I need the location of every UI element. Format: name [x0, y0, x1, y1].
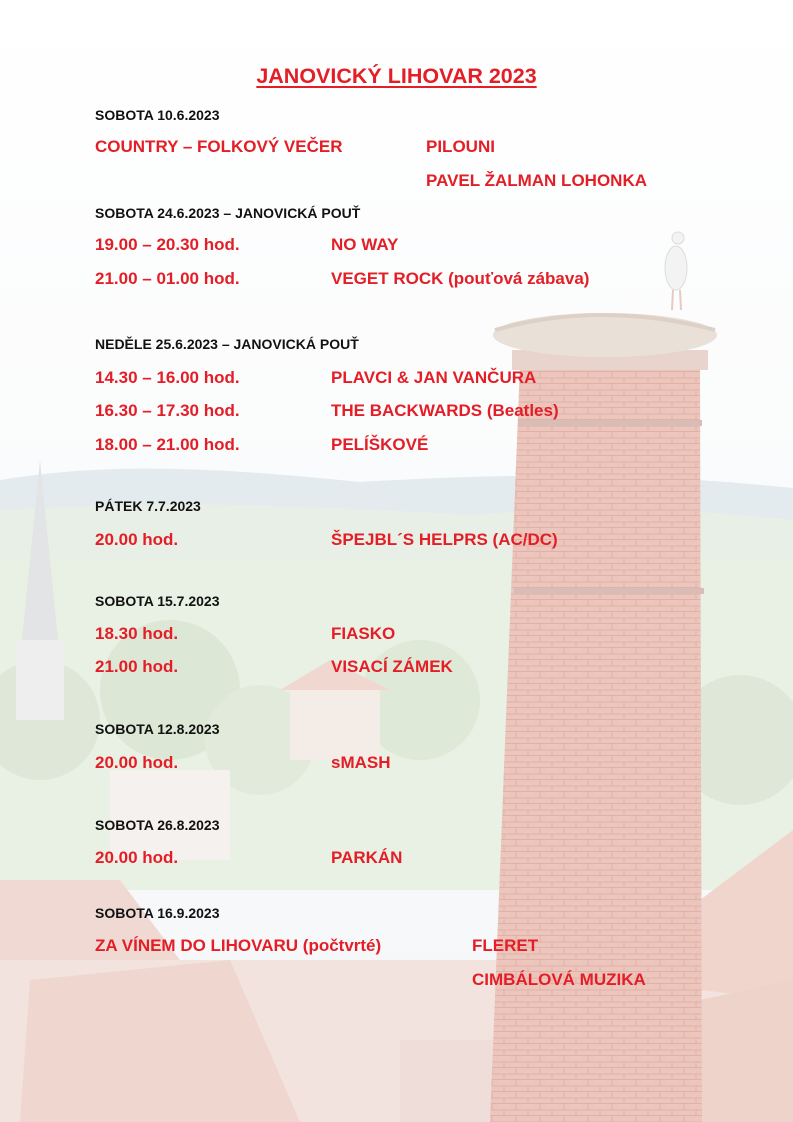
event-time: ZA VÍNEM DO LIHOVARU (počtvrté) — [95, 936, 382, 955]
event-act: NO WAY — [331, 235, 399, 254]
day-heading: SOBOTA 24.6.2023 – JANOVICKÁ POUŤ — [95, 205, 361, 221]
event-time: COUNTRY – FOLKOVÝ VEČER — [95, 137, 343, 156]
event-time: 20.00 hod. — [95, 848, 179, 867]
day-heading: SOBOTA 26.8.2023 — [95, 817, 220, 833]
event-act: PELÍŠKOVÉ — [331, 435, 429, 454]
event-act: PARKÁN — [331, 848, 403, 867]
event-act: PILOUNI — [426, 137, 495, 156]
event-act: THE BACKWARDS (Beatles) — [331, 401, 559, 420]
day-heading: NEDĚLE 25.6.2023 – JANOVICKÁ POUŤ — [95, 336, 359, 352]
event-act: FLERET — [472, 936, 539, 955]
day-heading: SOBOTA 12.8.2023 — [95, 721, 220, 737]
event-act: VEGET ROCK (pouťová zábava) — [331, 269, 590, 288]
event-time: 20.00 hod. — [95, 530, 179, 549]
event-act: ŠPEJBL´S HELPRS (AC/DC) — [331, 530, 558, 549]
event-time: 18.00 – 21.00 hod. — [95, 435, 240, 454]
event-time: 19.00 – 20.30 hod. — [95, 235, 240, 254]
page-title: JANOVICKÝ LIHOVAR 2023 — [256, 64, 537, 88]
day-heading: SOBOTA 16.9.2023 — [95, 905, 220, 921]
event-time: 21.00 – 01.00 hod. — [95, 269, 240, 288]
event-time: 21.00 hod. — [95, 657, 179, 676]
event-act: CIMBÁLOVÁ MUZIKA — [472, 970, 646, 989]
event-time: 16.30 – 17.30 hod. — [95, 401, 240, 420]
day-heading: SOBOTA 10.6.2023 — [95, 107, 220, 123]
day-heading: PÁTEK 7.7.2023 — [95, 498, 201, 514]
event-time: 14.30 – 16.00 hod. — [95, 368, 240, 387]
event-act: sMASH — [331, 753, 391, 772]
event-time: 20.00 hod. — [95, 753, 179, 772]
event-act: PLAVCI & JAN VANČURA — [331, 368, 537, 387]
event-time: 18.30 hod. — [95, 624, 179, 643]
day-heading: SOBOTA 15.7.2023 — [95, 593, 220, 609]
event-act: VISACÍ ZÁMEK — [331, 657, 453, 676]
event-act: FIASKO — [331, 624, 396, 643]
event-act: PAVEL ŽALMAN LOHONKA — [426, 171, 647, 190]
